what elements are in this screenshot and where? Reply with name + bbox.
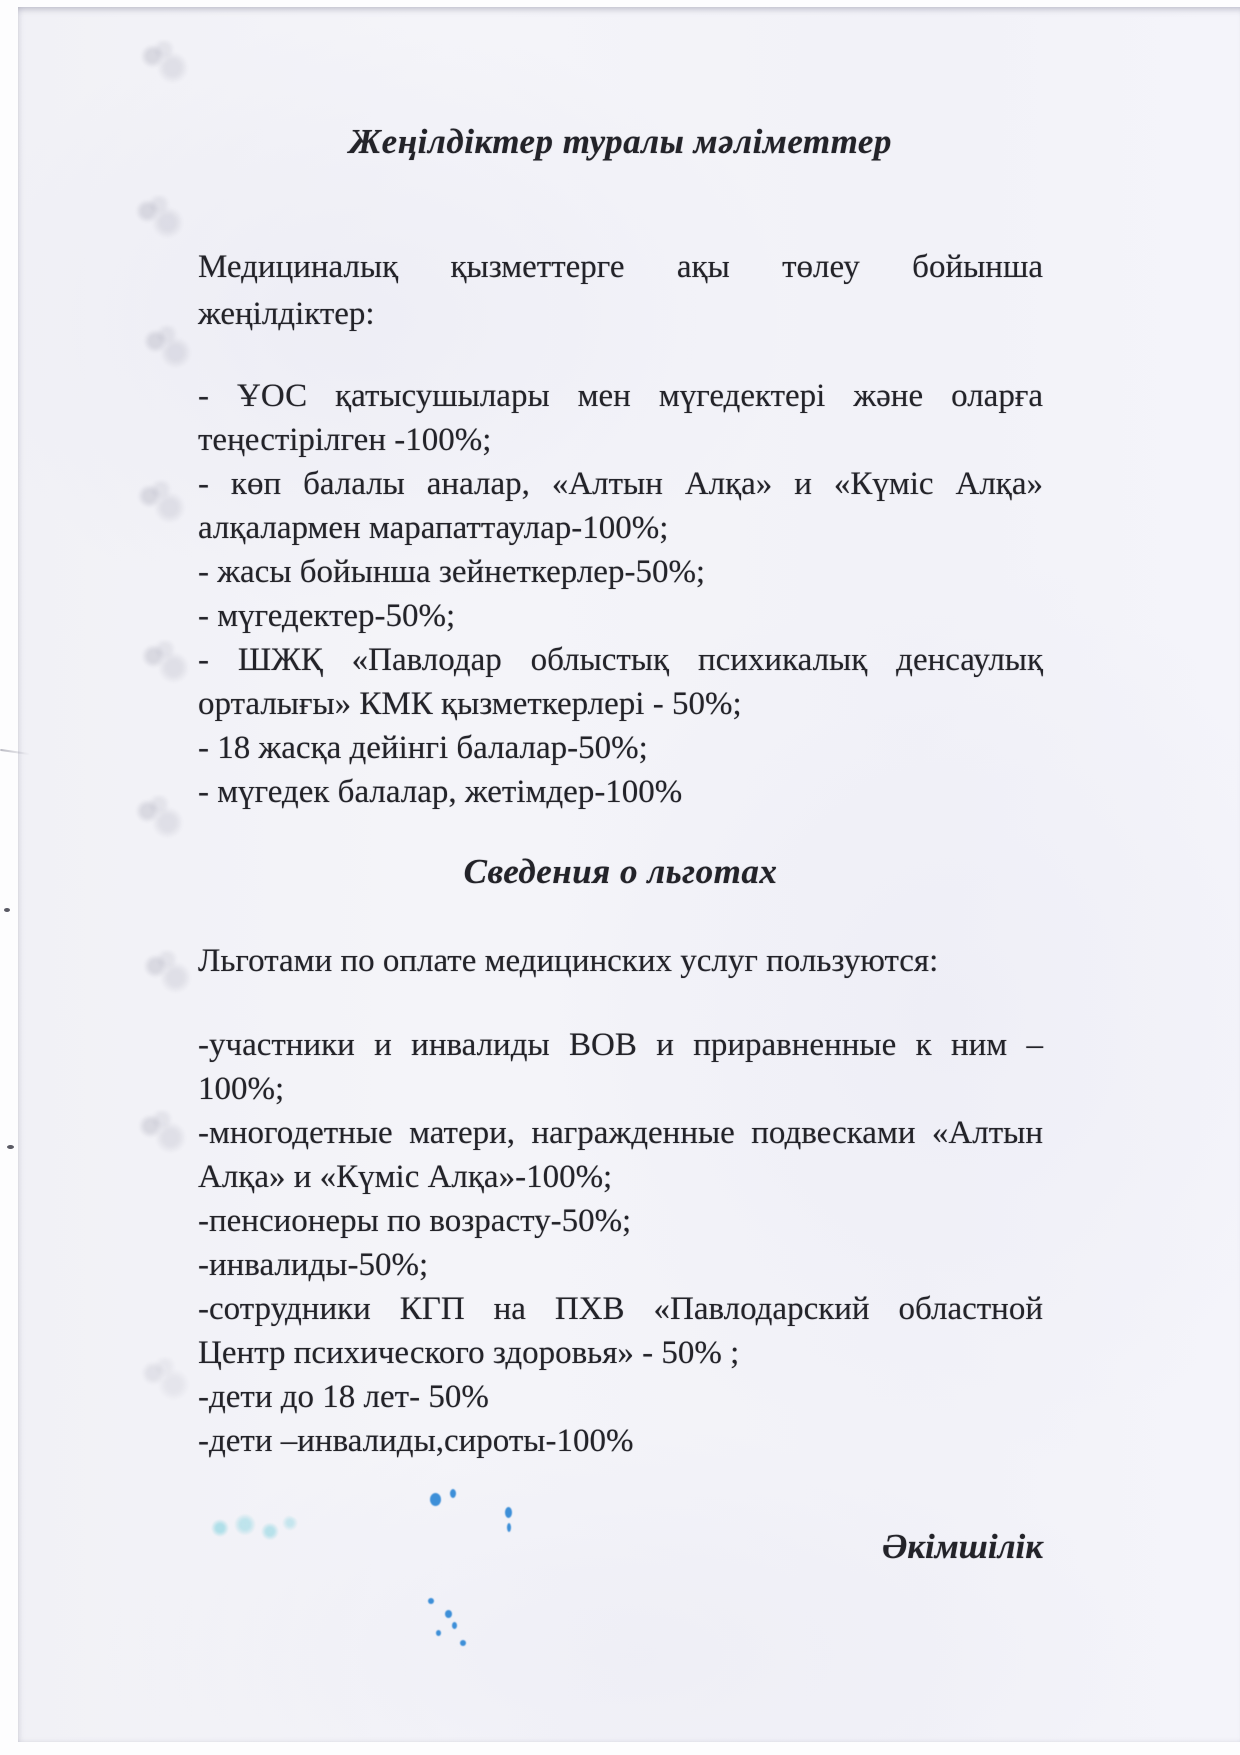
ru-benefit-line: -дети –инвалиды,сироты-100% bbox=[198, 1423, 634, 1459]
scan-smudge bbox=[135, 40, 193, 86]
scan-smudge bbox=[138, 950, 196, 996]
ru-section-title: Сведения о льготах bbox=[463, 852, 778, 891]
ink-speck bbox=[507, 1523, 511, 1532]
kk-benefit-line: - мүгедек балалар, жетімдер-100% bbox=[198, 774, 683, 810]
scan-smudge bbox=[136, 1357, 194, 1403]
ru-benefit-line: -участники и инвалиды ВОВ и приравненные к ним – bbox=[198, 1027, 1043, 1063]
ru-benefit-line: -инвалиды-50%; bbox=[198, 1247, 429, 1283]
scanned-document-page bbox=[18, 7, 1240, 1742]
kk-benefit-line: - ШЖҚ «Павлодар облыстық психикалық денсаулық bbox=[198, 642, 1043, 678]
ru-benefit-line: -многодетные матери, награжденные подвесками «Алтын bbox=[198, 1115, 1043, 1151]
ink-speck bbox=[505, 1507, 512, 1518]
scan-smudge bbox=[130, 195, 188, 241]
kk-benefit-line: теңестірілген -100%; bbox=[198, 422, 492, 458]
kk-intro-line: Медициналық қызметтерге ақы төлеу бойынша bbox=[198, 249, 1043, 285]
kk-benefit-line: орталығы» КМК қызметкерлері - 50%; bbox=[198, 686, 742, 722]
scan-smudge bbox=[136, 640, 194, 686]
ru-benefit-line: -пенсионеры по возрасту-50%; bbox=[198, 1203, 632, 1239]
kk-benefit-line: алқалармен марапаттаулар-100%; bbox=[198, 510, 669, 546]
ink-speck bbox=[450, 1489, 456, 1498]
ink-speck bbox=[445, 1610, 452, 1618]
kk-intro-paragraph bbox=[198, 244, 1043, 338]
ink-speck bbox=[428, 1598, 434, 1604]
signature: Әкімшілік bbox=[881, 1527, 1043, 1566]
ru-benefit-line: Алқа» и «Күміс Алқа»-100%; bbox=[198, 1159, 613, 1195]
scan-smudge bbox=[133, 1110, 191, 1156]
scan-smudge bbox=[132, 480, 190, 526]
kk-section-title: Жеңілдіктер туралы мәліметтер bbox=[349, 122, 892, 161]
kk-intro-line: жеңілдіктер: bbox=[198, 296, 375, 332]
kk-benefit-line: - жасы бойынша зейнеткерлер-50%; bbox=[198, 554, 706, 590]
ink-speck bbox=[436, 1630, 441, 1636]
ink-speck bbox=[452, 1622, 457, 1629]
scan-smudge bbox=[130, 795, 188, 841]
ru-benefit-line: -дети до 18 лет- 50% bbox=[198, 1379, 489, 1415]
ru-benefit-line: -сотрудники КГП на ПХВ «Павлодарский областной bbox=[198, 1291, 1043, 1327]
ink-speck bbox=[430, 1493, 441, 1506]
ink-speck bbox=[460, 1640, 466, 1646]
pen-smudge bbox=[200, 1511, 300, 1545]
kk-benefit-line: - көп балалы аналар, «Алтын Алқа» и «Күміс Алқа» bbox=[198, 466, 1043, 502]
scan-speck bbox=[4, 908, 10, 912]
scan-smudge bbox=[138, 325, 196, 371]
kk-benefits-list bbox=[198, 374, 1043, 814]
kk-benefit-line: - ҰОС қатысушылары мен мүгедектері және оларға bbox=[198, 378, 1043, 414]
kk-benefit-line: - 18 жасқа дейінгі балалар-50%; bbox=[198, 730, 648, 766]
ru-intro-paragraph: Льготами по оплате медицинских услуг пользуются: bbox=[198, 943, 939, 979]
ru-benefits-list bbox=[198, 1023, 1043, 1463]
ru-benefit-line: Центр психического здоровья» - 50% ; bbox=[198, 1335, 740, 1371]
kk-benefit-line: - мүгедектер-50%; bbox=[198, 598, 456, 634]
ru-benefit-line: 100%; bbox=[198, 1071, 285, 1107]
scan-speck bbox=[7, 1145, 14, 1149]
